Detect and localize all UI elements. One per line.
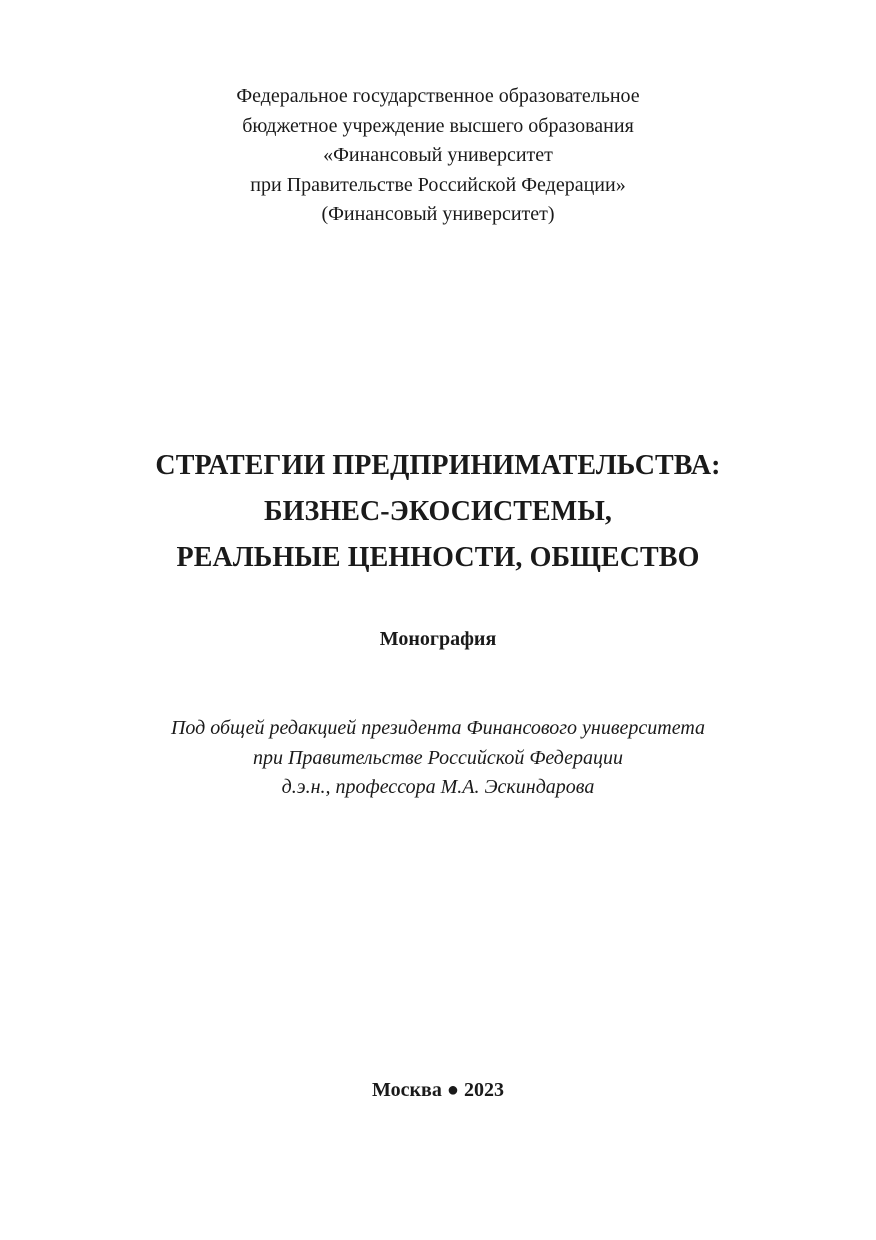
book-title-line: СТРАТЕГИИ ПРЕДПРИНИМАТЕЛЬСТВА: (155, 450, 721, 481)
book-title (0, 443, 876, 581)
book-title-line: РЕАЛЬНЫЕ ЦЕННОСТИ, ОБЩЕСТВО (176, 542, 700, 573)
editor-credit (0, 714, 876, 803)
imprint-place-year: Москва ● 2023 (372, 1079, 504, 1101)
editor-credit-line: при Правительстве Российской Федерации (252, 746, 624, 769)
institution-name (0, 82, 876, 230)
institution-line: Федеральное государственное образовательное (236, 85, 640, 107)
editor-credit-line: д.э.н., профессора М.А. Эскиндарова (281, 776, 595, 798)
institution-line: бюджетное учреждение высшего образования (242, 114, 634, 137)
editor-credit-line: Под общей редакцией президента Финансового университета (170, 717, 706, 739)
institution-line: «Финансовый университет (323, 144, 553, 166)
institution-line: (Финансовый университет) (321, 203, 555, 225)
book-title-line: БИЗНЕС-ЭКОСИСТЕМЫ, (263, 496, 613, 527)
institution-line: при Правительстве Российской Федерации» (250, 173, 626, 196)
book-genre: Монография (379, 628, 497, 650)
